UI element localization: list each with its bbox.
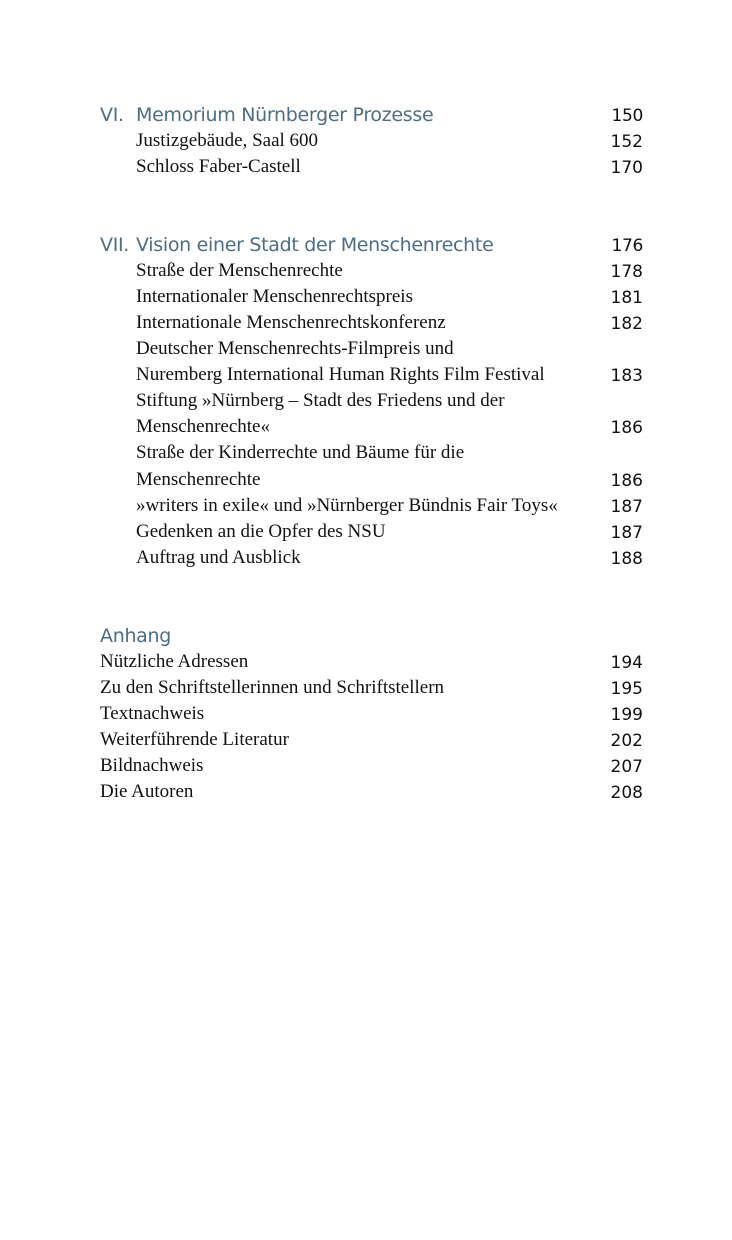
entry-text: Stiftung »Nürnberg – Stadt des Friedens und der <box>136 390 505 411</box>
toc-entry <box>0 260 732 286</box>
page-number: 178 <box>610 262 643 282</box>
page-number: 176 <box>611 236 643 256</box>
toc-entry <box>0 469 732 495</box>
entry-text: Zu den Schriftstellerinnen und Schriftstellern <box>100 677 445 698</box>
page-number: 208 <box>610 783 643 803</box>
page-number: 199 <box>610 705 643 725</box>
toc-entry-line <box>0 390 732 416</box>
entry-text: Justizgebäude, Saal 600 <box>136 130 319 151</box>
page-number: 187 <box>610 523 643 543</box>
entry-text: Schloss Faber-Castell <box>136 156 301 177</box>
page-number: 181 <box>610 288 643 308</box>
page-number: 170 <box>610 158 643 178</box>
page-number: 188 <box>610 549 643 569</box>
toc-entry <box>0 286 732 312</box>
page-number: 194 <box>610 653 643 673</box>
toc-entry <box>0 495 732 521</box>
entry-text: Bildnachweis <box>100 755 204 776</box>
toc-entry-line <box>0 442 732 468</box>
appendix-entry <box>0 651 732 677</box>
entry-text: Auftrag und Ausblick <box>136 547 301 568</box>
toc-entry <box>0 130 732 156</box>
appendix-entry <box>0 677 732 703</box>
appendix-entry <box>0 755 732 781</box>
page-number: 195 <box>610 679 643 699</box>
page-number: 183 <box>610 366 643 386</box>
entry-text: Internationale Menschenrechtskonferenz <box>136 312 446 333</box>
entry-text: Menschenrechte <box>136 469 261 490</box>
section-title: Memorium Nürnberger Prozesse <box>136 104 434 126</box>
toc-entry <box>0 312 732 338</box>
toc-entry <box>0 547 732 573</box>
entry-text: Deutscher Menschenrechts-Filmpreis und <box>136 338 454 359</box>
appendix-title: Anhang <box>100 625 172 647</box>
section-heading <box>0 234 732 260</box>
entry-text: Textnachweis <box>100 703 205 724</box>
entry-text: Gedenken an die Opfer des NSU <box>136 521 386 542</box>
page-number: 152 <box>610 132 643 152</box>
entry-text: Nuremberg International Human Rights Film Festival <box>136 364 545 385</box>
entry-text: Nützliche Adressen <box>100 651 249 672</box>
toc-entry <box>0 521 732 547</box>
appendix-heading <box>0 625 732 651</box>
section-title: Vision einer Stadt der Menschenrechte <box>136 234 494 256</box>
toc-entry <box>0 364 732 390</box>
entry-text: Weiterführende Literatur <box>100 729 289 750</box>
section-numeral: VII. <box>100 234 130 256</box>
toc-entry <box>0 416 732 442</box>
entry-text: »writers in exile« und »Nürnberger Bündnis Fair Toys« <box>136 495 558 516</box>
appendix-entry <box>0 729 732 755</box>
entry-text: Internationaler Menschenrechtspreis <box>136 286 413 307</box>
page-number: 186 <box>610 471 643 491</box>
page-number: 150 <box>611 106 643 126</box>
page-number: 187 <box>610 497 643 517</box>
entry-text: Die Autoren <box>100 781 194 802</box>
page-number: 207 <box>610 757 643 777</box>
page-number: 202 <box>610 731 643 751</box>
section-heading <box>0 104 732 130</box>
toc-entry <box>0 156 732 182</box>
page-number: 186 <box>610 418 643 438</box>
entry-text: Straße der Kinderrechte und Bäume für die <box>136 442 465 463</box>
appendix-entry <box>0 703 732 729</box>
page-number: 182 <box>610 314 643 334</box>
entry-text: Straße der Menschenrechte <box>136 260 343 281</box>
entry-text: Menschenrechte« <box>136 416 270 437</box>
appendix-entry <box>0 781 732 807</box>
toc-entry-line <box>0 338 732 364</box>
section-numeral: VI. <box>100 104 124 126</box>
